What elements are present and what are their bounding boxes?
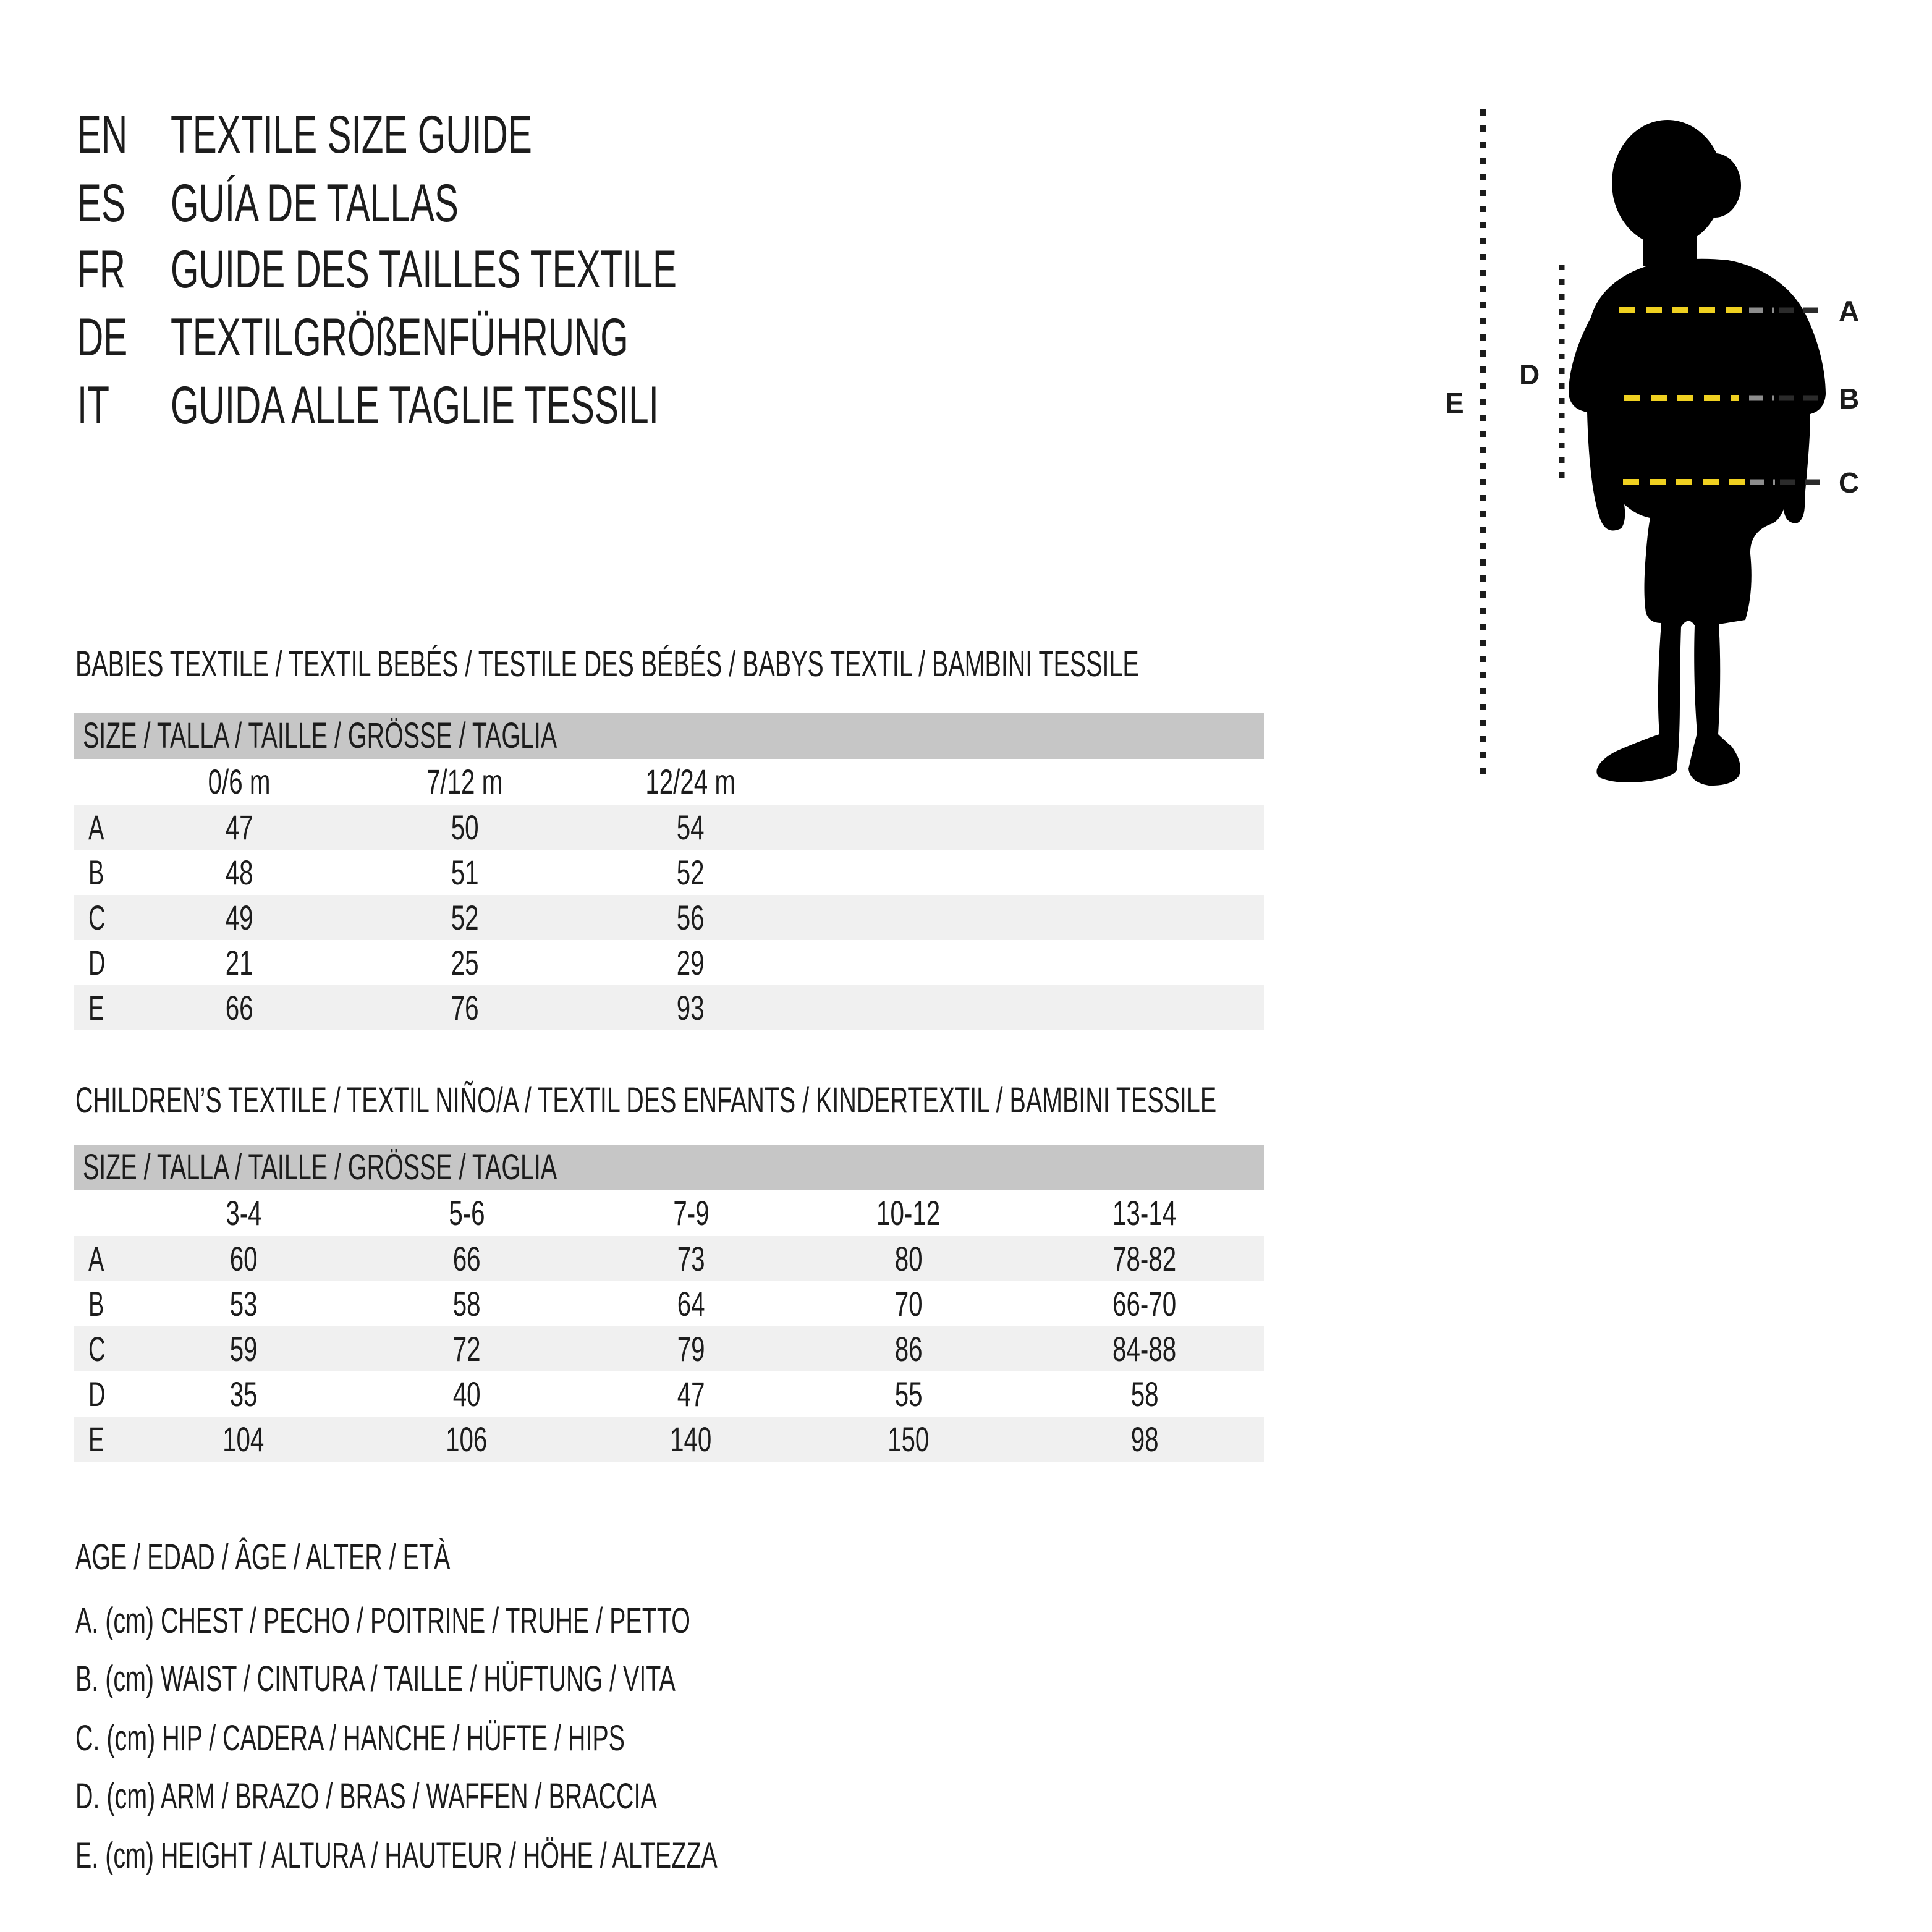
children-row-a: [74, 1236, 1264, 1281]
legend-height-text: E. (cm) HEIGHT / ALTURA / HAUTEUR / HÖHE / ALTEZZA: [75, 1836, 718, 1876]
cell-value: 50: [451, 808, 479, 847]
babies-row-a: [74, 805, 1264, 850]
children-row-b: [74, 1281, 1264, 1326]
cell-value: 29: [676, 943, 705, 982]
babies-row-e: [74, 985, 1264, 1030]
silhouette-hair: [1689, 153, 1741, 218]
children-column-headers: [74, 1190, 1264, 1236]
legend-age: [75, 1533, 627, 1582]
cell-value: 66-70: [1112, 1284, 1177, 1323]
arm-label-d: D: [1519, 358, 1540, 391]
legend-arm: [75, 1772, 931, 1821]
cell-value: 51: [451, 853, 479, 892]
cell-value: 78-82: [1112, 1239, 1177, 1278]
guide-title-en: TEXTILE SIZE GUIDE: [171, 105, 532, 164]
legend-hip-text: C. (cm) HIP / CADERA / HANCHE / HÜFTE / HIPS: [75, 1718, 625, 1758]
hip-label-c: C: [1839, 467, 1860, 499]
legend-arm-text: D. (cm) ARM / BRAZO / BRAS / WAFFEN / BRACCIA: [75, 1776, 657, 1816]
silhouette-body: [1569, 259, 1826, 786]
row-label: B: [88, 853, 104, 892]
cell-value: 40: [452, 1375, 481, 1413]
babies-row-b: [74, 850, 1264, 895]
cell-value: 53: [229, 1284, 258, 1323]
row-label: D: [88, 1375, 106, 1413]
cell-value: 47: [225, 808, 253, 847]
children-row-d: [74, 1371, 1264, 1417]
language-row-de: [77, 305, 1128, 370]
height-label-e: E: [1445, 387, 1464, 419]
children-col-13-14: [1052, 1190, 1237, 1236]
cell-value: 47: [677, 1375, 705, 1413]
babies-col-label: 12/24 m: [645, 762, 735, 801]
children-col-3-4: [151, 1190, 336, 1236]
children-col-label: 10-12: [876, 1193, 941, 1232]
cell-value: 52: [451, 898, 479, 937]
guide-title-es: GUÍA DE TALLAS: [171, 174, 459, 233]
cell-value: 80: [894, 1239, 923, 1278]
cell-value: 86: [894, 1329, 923, 1368]
babies-col-7-12m: [372, 759, 557, 805]
row-label: E: [88, 988, 104, 1027]
cell-value: 72: [452, 1329, 481, 1368]
row-label: C: [88, 898, 106, 937]
guide-title-it: GUIDA ALLE TAGLIE TESSILI: [171, 376, 659, 435]
language-code: IT: [77, 376, 109, 435]
cell-value: 59: [229, 1329, 258, 1368]
cell-value: 84-88: [1112, 1329, 1177, 1368]
cell-value: 49: [225, 898, 253, 937]
children-col-label: 5-6: [448, 1193, 485, 1232]
waist-label-b: B: [1839, 383, 1860, 415]
cell-value: 48: [225, 853, 253, 892]
row-label: A: [88, 1239, 104, 1278]
children-size-header-text: SIZE / TALLA / TAILLE / GRÖSSE / TAGLIA: [83, 1147, 557, 1187]
language-row-it: [77, 373, 1128, 438]
cell-value: 21: [225, 943, 253, 982]
babies-col-0-6m: [146, 759, 332, 805]
row-label: C: [88, 1329, 106, 1368]
row-label: E: [88, 1420, 104, 1459]
children-section-title: [75, 1076, 1753, 1125]
language-row-es: [77, 171, 1128, 235]
babies-row-c: [74, 895, 1264, 940]
children-col-label: 13-14: [1112, 1193, 1177, 1232]
cell-value: 64: [677, 1284, 705, 1323]
cell-value: 55: [894, 1375, 923, 1413]
babies-col-label: 0/6 m: [208, 762, 271, 801]
legend-hip: [75, 1714, 883, 1763]
children-col-label: 3-4: [225, 1193, 262, 1232]
cell-value: 106: [446, 1420, 488, 1459]
babies-section-title-text: BABIES TEXTILE / TEXTIL BEBÉS / TESTILE DES BÉBÉS / BABYS TEXTIL / BAMBINI TESSILE: [75, 644, 1139, 684]
legend-height: [75, 1831, 1020, 1881]
language-row-en: [77, 103, 1128, 167]
legend-waist: [75, 1654, 958, 1704]
babies-size-table: [74, 713, 1264, 1030]
cell-value: 58: [452, 1284, 481, 1323]
cell-value: 66: [452, 1239, 481, 1278]
children-col-label: 7-9: [672, 1193, 710, 1232]
cell-value: 25: [451, 943, 479, 982]
language-code: DE: [77, 308, 128, 367]
children-row-e: [74, 1417, 1264, 1462]
cell-value: 140: [670, 1420, 712, 1459]
language-code: EN: [77, 105, 128, 164]
cell-value: 76: [451, 988, 479, 1027]
language-row-fr: [77, 237, 1128, 302]
language-code: FR: [77, 240, 125, 299]
cell-value: 150: [888, 1420, 930, 1459]
children-row-c: [74, 1326, 1264, 1371]
measurement-figure: [1440, 62, 1873, 834]
guide-title-de: TEXTILGRÖßENFÜHRUNG: [171, 308, 629, 367]
row-label: A: [88, 808, 104, 847]
legend-waist-text: B. (cm) WAIST / CINTURA / TAILLE / HÜFTUNG / VITA: [75, 1659, 676, 1699]
row-label: D: [88, 943, 106, 982]
cell-value: 35: [229, 1375, 258, 1413]
children-size-table: [74, 1145, 1264, 1462]
legend-chest: [75, 1596, 980, 1646]
babies-size-header-text: SIZE / TALLA / TAILLE / GRÖSSE / TAGLIA: [83, 716, 557, 756]
row-label: B: [88, 1284, 104, 1323]
cell-value: 73: [677, 1239, 705, 1278]
cell-value: 104: [222, 1420, 265, 1459]
cell-value: 60: [229, 1239, 258, 1278]
language-code: ES: [77, 174, 126, 233]
babies-section-title: [75, 640, 1639, 689]
chest-label-a: A: [1839, 295, 1860, 327]
babies-col-label: 7/12 m: [426, 762, 503, 801]
legend-age-text: AGE / EDAD / ÂGE / ALTER / ETÀ: [75, 1537, 451, 1577]
cell-value: 93: [676, 988, 705, 1027]
babies-column-headers: [74, 759, 1264, 805]
cell-value: 54: [676, 808, 705, 847]
cell-value: 79: [677, 1329, 705, 1368]
cell-value: 66: [225, 988, 253, 1027]
legend-chest-text: A. (cm) CHEST / PECHO / POITRINE / TRUHE / PETTO: [75, 1601, 690, 1641]
children-col-7-9: [598, 1190, 784, 1236]
babies-row-d: [74, 940, 1264, 985]
children-col-5-6: [374, 1190, 559, 1236]
cell-value: 70: [894, 1284, 923, 1323]
cell-value: 52: [676, 853, 705, 892]
children-section-title-text: CHILDREN’S TEXTILE / TEXTIL NIÑO/A / TEXTIL DES ENFANTS / KINDERTEXTIL / BAMBINI TESSILE: [75, 1080, 1217, 1121]
guide-title-fr: GUIDE DES TAILLES TEXTILE: [171, 240, 677, 299]
children-col-10-12: [816, 1190, 1001, 1236]
cell-value: 56: [676, 898, 705, 937]
babies-size-header-bar: [74, 713, 1264, 759]
children-size-header-bar: [74, 1145, 1264, 1190]
cell-value: 98: [1130, 1420, 1159, 1459]
cell-value: 58: [1130, 1375, 1159, 1413]
babies-col-12-24m: [598, 759, 783, 805]
